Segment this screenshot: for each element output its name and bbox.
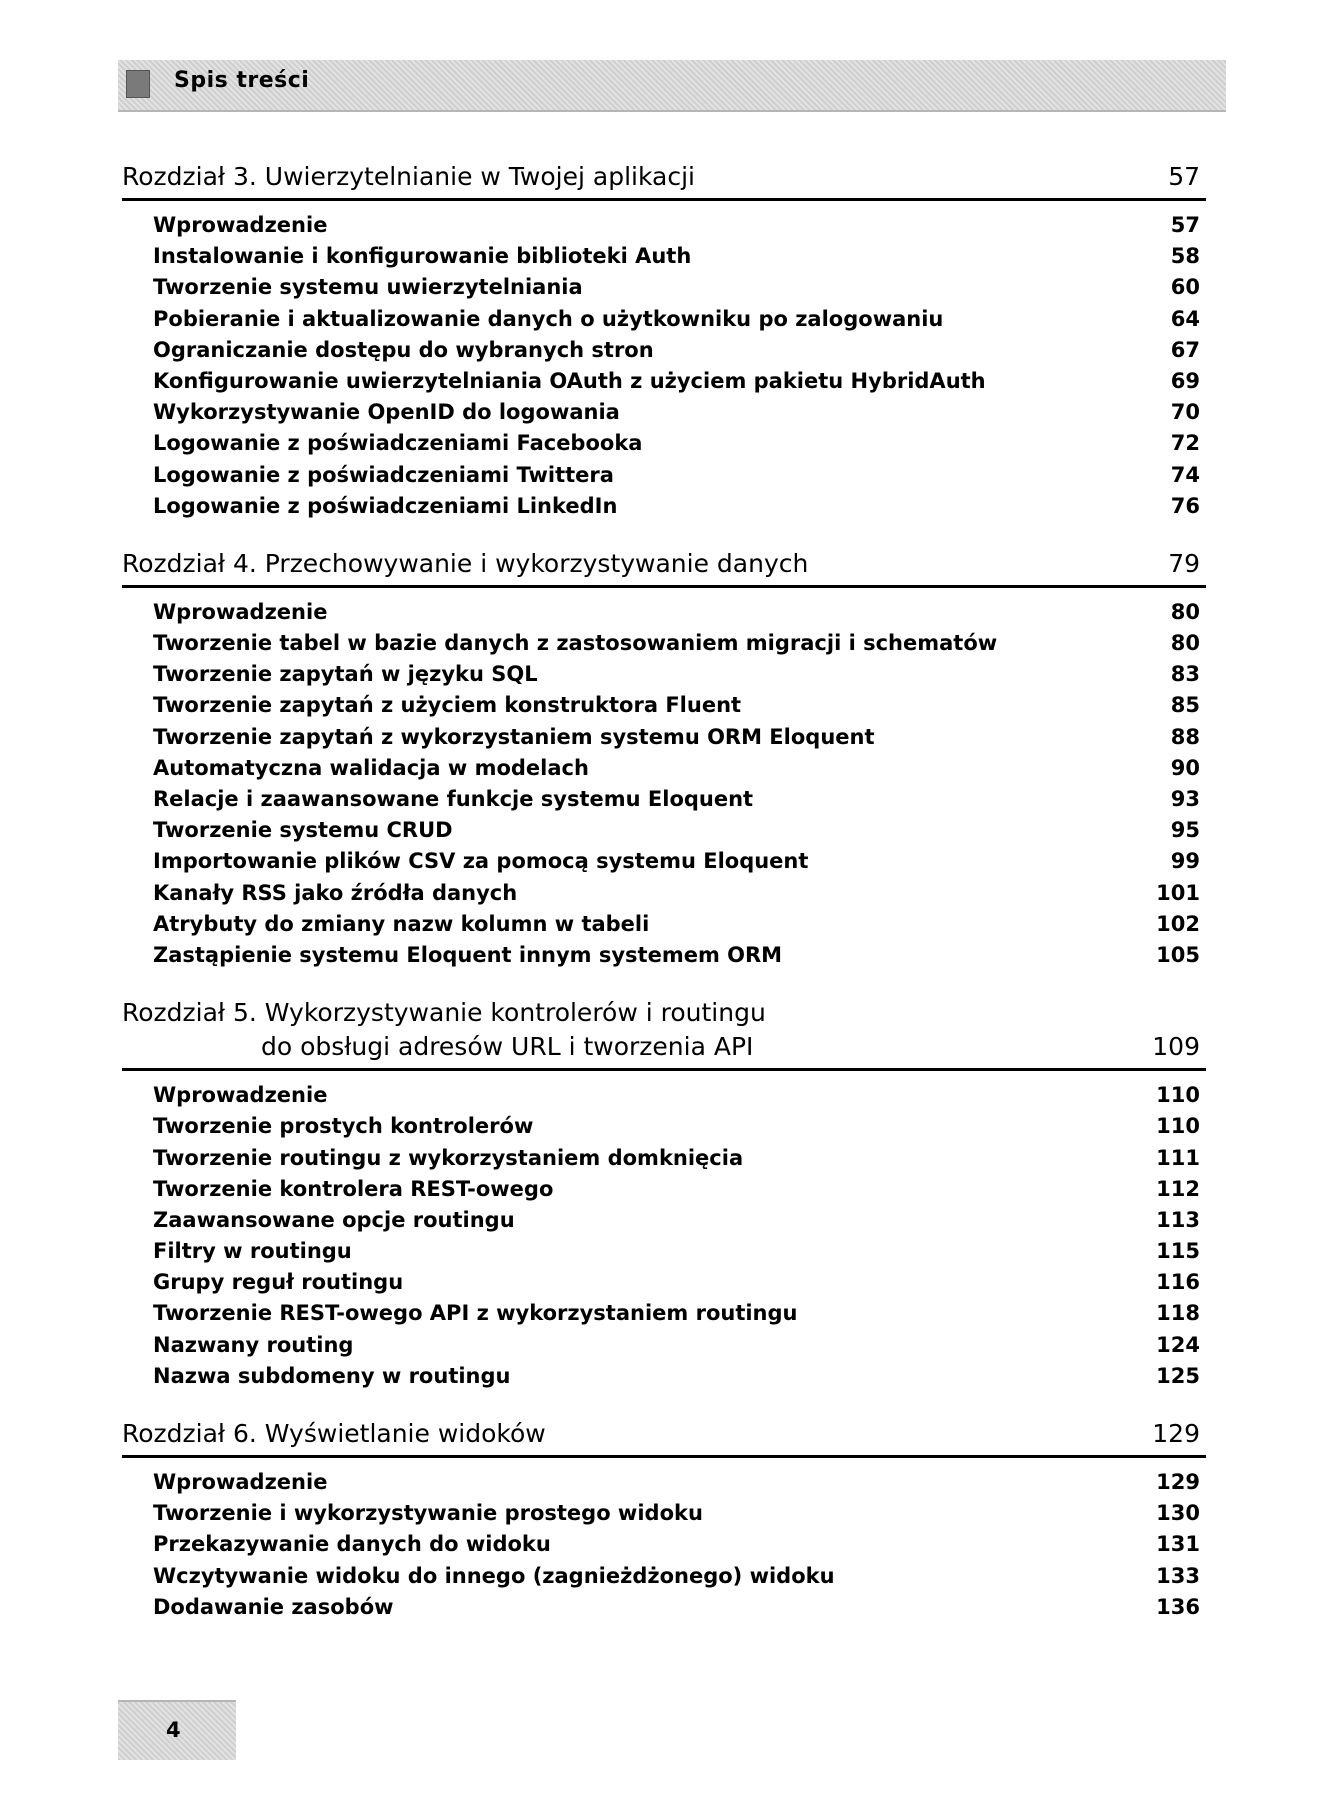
entry-title: Zaawansowane opcje routingu — [153, 1207, 515, 1232]
entry-page-number: 99 — [1170, 849, 1200, 874]
entry-title: Filtry w routingu — [153, 1239, 352, 1264]
entry-title: Tworzenie i wykorzystywanie prostego widoku — [153, 1501, 703, 1526]
entry-page-number: 110 — [1156, 1083, 1200, 1108]
chapter-title: Rozdział 6. Wyświetlanie widoków — [122, 1419, 546, 1448]
toc-entry — [153, 1236, 1200, 1267]
entry-title: Wczytywanie widoku do innego (zagnieżdżonego) widoku — [153, 1563, 835, 1588]
entry-title: Automatyczna walidacja w modelach — [153, 755, 589, 780]
toc-entry — [153, 597, 1200, 628]
toc-entry — [153, 1529, 1200, 1560]
entry-title: Grupy reguł routingu — [153, 1270, 404, 1295]
chapter-title: Rozdział 4. Przechowywanie i wykorzystywanie danych — [122, 548, 809, 578]
entry-page-number: 133 — [1156, 1563, 1200, 1588]
entry-page-number: 83 — [1170, 662, 1200, 687]
chapter-heading — [122, 1417, 1206, 1458]
entry-title: Dodawanie zasobów — [153, 1594, 394, 1619]
entry-title: Tworzenie zapytań w języku SQL — [153, 662, 538, 687]
entry-title: Zastąpienie systemu Eloquent innym systemem ORM — [153, 942, 783, 967]
entry-list — [122, 1467, 1206, 1623]
entry-page-number: 125 — [1156, 1363, 1200, 1388]
toc-entry — [153, 659, 1200, 690]
entry-page-number: 58 — [1170, 244, 1200, 269]
toc-entry — [153, 878, 1200, 909]
table-of-contents — [122, 160, 1206, 1623]
chapter-title: Rozdział 5. Wykorzystywanie kontrolerów i routingu — [122, 998, 766, 1028]
entry-page-number: 69 — [1170, 368, 1200, 393]
chapter-heading — [122, 160, 1206, 201]
page-number: 4 — [166, 1718, 181, 1742]
entry-title: Przekazywanie danych do widoku — [153, 1532, 551, 1557]
entry-page-number: 124 — [1156, 1332, 1200, 1357]
entry-page-number: 85 — [1170, 693, 1200, 718]
running-header — [118, 60, 1226, 112]
entry-title: Relacje i zaawansowane funkcje systemu Eloquent — [153, 787, 754, 811]
entry-page-number: 115 — [1156, 1239, 1200, 1264]
toc-entry — [153, 1467, 1200, 1498]
toc-entry — [153, 1298, 1200, 1329]
running-header-title: Spis treści — [174, 68, 310, 93]
entry-title: Konfigurowanie uwierzytelniania OAuth z użyciem pakietu HybridAuth — [153, 368, 986, 393]
chapter-heading — [122, 996, 1206, 1071]
chapter-page-number: 109 — [1152, 1032, 1200, 1062]
entry-title: Tworzenie kontrolera REST-owego — [153, 1176, 554, 1201]
toc-entry — [153, 210, 1200, 241]
entry-title: Tworzenie routingu z wykorzystaniem domknięcia — [153, 1145, 744, 1170]
entry-title: Kanały RSS jako źródła danych — [153, 880, 518, 905]
entry-page-number: 72 — [1170, 431, 1200, 456]
chapter-title: do obsługi adresów URL i tworzenia API — [261, 1032, 754, 1062]
entry-title: Tworzenie systemu CRUD — [153, 818, 453, 843]
entry-page-number: 57 — [1170, 213, 1200, 237]
chapter-page-number: 57 — [1168, 162, 1200, 191]
entry-page-number: 110 — [1156, 1114, 1200, 1139]
entry-page-number: 88 — [1170, 724, 1200, 749]
entry-title: Ograniczanie dostępu do wybranych stron — [153, 337, 654, 362]
page-number-box — [118, 1700, 236, 1760]
toc-entry — [153, 304, 1200, 335]
toc-entry — [153, 753, 1200, 784]
entry-title: Nazwa subdomeny w routingu — [153, 1363, 511, 1388]
chapter-page-number: 79 — [1168, 548, 1200, 578]
toc-entry — [153, 815, 1200, 846]
entry-page-number: 95 — [1170, 818, 1200, 843]
toc-entry — [153, 1267, 1200, 1298]
entry-title: Wykorzystywanie OpenID do logowania — [153, 400, 620, 425]
toc-entry — [153, 1174, 1200, 1205]
entry-page-number: 131 — [1156, 1532, 1200, 1557]
entry-page-number: 74 — [1170, 462, 1200, 487]
entry-title: Logowanie z poświadczeniami Facebooka — [153, 431, 643, 456]
toc-entry — [153, 1205, 1200, 1236]
entry-page-number: 101 — [1156, 880, 1200, 905]
entry-title: Instalowanie i konfigurowanie biblioteki Auth — [153, 244, 692, 269]
chapter-section — [122, 996, 1206, 1392]
toc-entry — [153, 1561, 1200, 1592]
entry-list — [122, 1080, 1206, 1392]
chapter-section — [122, 547, 1206, 971]
toc-entry — [153, 491, 1200, 522]
entry-title: Logowanie z poświadczeniami Twittera — [153, 462, 614, 487]
toc-entry — [153, 1111, 1200, 1142]
toc-entry — [153, 940, 1200, 971]
toc-entry — [153, 909, 1200, 940]
entry-page-number: 112 — [1156, 1176, 1200, 1201]
entry-title: Tworzenie zapytań z wykorzystaniem systemu ORM Eloquent — [153, 724, 875, 749]
entry-page-number: 67 — [1170, 337, 1200, 362]
toc-entry — [153, 1080, 1200, 1111]
entry-page-number: 64 — [1170, 306, 1200, 331]
toc-entry — [153, 366, 1200, 397]
entry-title: Nazwany routing — [153, 1332, 354, 1357]
entry-title: Atrybuty do zmiany nazw kolumn w tabeli — [153, 911, 650, 936]
entry-page-number: 60 — [1170, 275, 1200, 300]
chapter-heading — [122, 547, 1206, 588]
toc-entry — [153, 335, 1200, 366]
toc-entry — [153, 1330, 1200, 1361]
entry-page-number: 130 — [1156, 1501, 1200, 1526]
entry-title: Importowanie plików CSV za pomocą systemu Eloquent — [153, 849, 809, 874]
toc-entry — [153, 397, 1200, 428]
entry-page-number: 80 — [1170, 599, 1200, 624]
header-square-icon — [126, 70, 150, 98]
chapter-section — [122, 1417, 1206, 1623]
entry-page-number: 113 — [1156, 1207, 1200, 1232]
entry-list — [122, 210, 1206, 522]
entry-title: Tworzenie tabel w bazie danych z zastosowaniem migracji i schematów — [153, 631, 998, 656]
entry-title: Wprowadzenie — [153, 599, 328, 624]
toc-entry — [153, 1592, 1200, 1623]
chapter-section — [122, 160, 1206, 522]
entry-title: Wprowadzenie — [153, 213, 328, 237]
entry-page-number: 102 — [1156, 911, 1200, 936]
entry-page-number: 80 — [1170, 631, 1200, 656]
entry-title: Tworzenie zapytań z użyciem konstruktora Fluent — [153, 693, 742, 718]
entry-page-number: 111 — [1156, 1145, 1200, 1170]
toc-entry — [153, 1361, 1200, 1392]
toc-entry — [153, 846, 1200, 877]
entry-title: Tworzenie prostych kontrolerów — [153, 1114, 534, 1139]
entry-page-number: 136 — [1156, 1594, 1200, 1619]
entry-page-number: 93 — [1170, 787, 1200, 811]
entry-title: Wprowadzenie — [153, 1470, 328, 1494]
entry-page-number: 105 — [1156, 942, 1200, 967]
entry-title: Pobieranie i aktualizowanie danych o użytkowniku po zalogowaniu — [153, 306, 944, 331]
entry-page-number: 116 — [1156, 1270, 1200, 1295]
toc-entry — [153, 1143, 1200, 1174]
toc-entry — [153, 241, 1200, 272]
toc-entry — [153, 784, 1200, 815]
entry-page-number: 90 — [1170, 755, 1200, 780]
chapter-page-number: 129 — [1152, 1419, 1200, 1448]
entry-title: Tworzenie REST-owego API z wykorzystaniem routingu — [153, 1301, 798, 1326]
toc-entry — [153, 690, 1200, 721]
entry-title: Tworzenie systemu uwierzytelniania — [153, 275, 583, 300]
chapter-title: Rozdział 3. Uwierzytelnianie w Twojej aplikacji — [122, 162, 695, 191]
toc-entry — [153, 628, 1200, 659]
entry-list — [122, 597, 1206, 971]
entry-title: Wprowadzenie — [153, 1083, 328, 1108]
entry-title: Logowanie z poświadczeniami LinkedIn — [153, 493, 618, 518]
toc-entry — [153, 428, 1200, 459]
entry-page-number: 76 — [1170, 493, 1200, 518]
toc-entry — [153, 1498, 1200, 1529]
toc-entry — [153, 460, 1200, 491]
toc-entry — [153, 272, 1200, 303]
entry-page-number: 129 — [1156, 1470, 1200, 1494]
entry-page-number: 70 — [1170, 400, 1200, 425]
entry-page-number: 118 — [1156, 1301, 1200, 1326]
toc-entry — [153, 722, 1200, 753]
